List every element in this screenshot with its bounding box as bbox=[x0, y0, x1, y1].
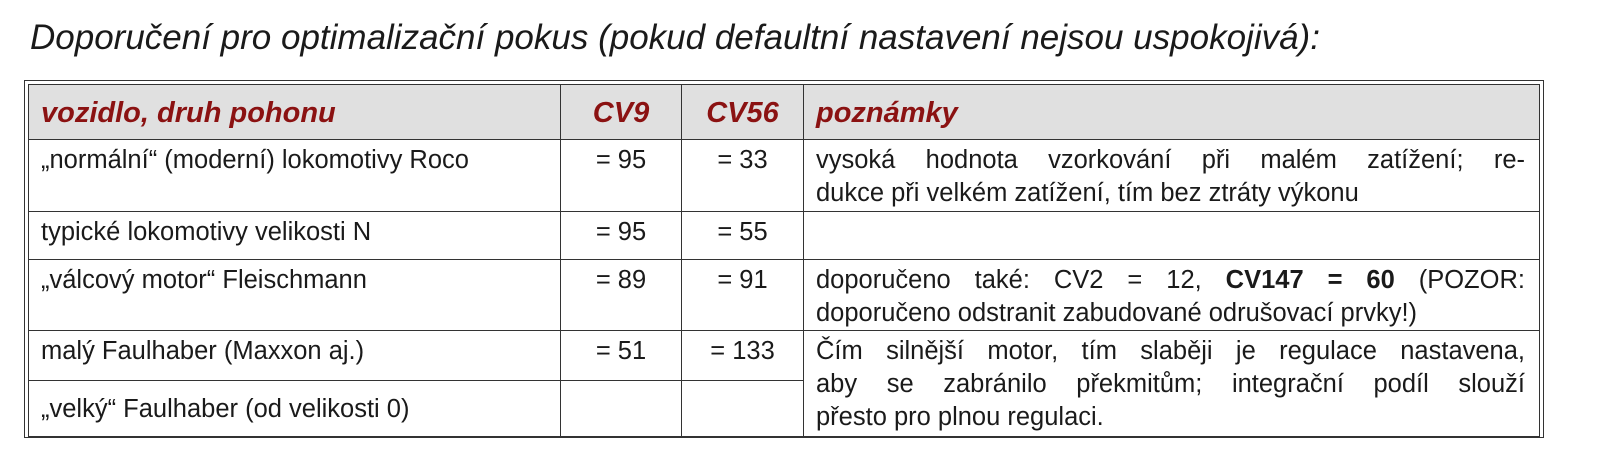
vehicle-cell: „válcový motor“ Fleischmann bbox=[29, 260, 561, 331]
note-bold-text: CV147 = 60 bbox=[1225, 266, 1395, 294]
note-line: vysoká hodnota vzorkování při malém zatížení; re- bbox=[816, 146, 1525, 174]
cv56-cell bbox=[682, 381, 804, 437]
vehicle-cell: malý Faulhaber (Maxxon aj.) bbox=[29, 331, 561, 381]
vehicle-cell: „normální“ (moderní) lokomotivy Roco bbox=[29, 140, 561, 212]
note-line: doporučeno odstranit zabudované odrušovací prvky!) bbox=[816, 299, 1418, 327]
note-text: doporučeno také: CV2 = 12, bbox=[816, 266, 1226, 294]
header-vehicle: vozidlo, druh pohonu bbox=[29, 85, 561, 140]
cv56-cell: = 55 bbox=[682, 212, 804, 260]
header-cv56: CV56 bbox=[682, 85, 804, 140]
table-header-row bbox=[29, 85, 1540, 140]
cv56-cell: = 33 bbox=[682, 140, 804, 212]
header-notes: poznámky bbox=[804, 85, 1540, 140]
cv9-cell: = 89 bbox=[561, 260, 682, 331]
table-row bbox=[29, 140, 1540, 212]
note-line bbox=[816, 264, 1525, 297]
note-cell bbox=[804, 140, 1540, 212]
cv9-cell: = 95 bbox=[561, 212, 682, 260]
table-row bbox=[29, 260, 1540, 331]
note-line: Čím silnější motor, tím slaběji je regulace nastavena, bbox=[816, 337, 1525, 365]
note-cell bbox=[804, 260, 1540, 331]
recommendations-table-frame bbox=[24, 80, 1544, 438]
vehicle-cell: typické lokomotivy velikosti N bbox=[29, 212, 561, 260]
recommendations-table bbox=[28, 84, 1540, 437]
table-row bbox=[29, 331, 1540, 381]
cv56-cell: = 91 bbox=[682, 260, 804, 331]
vehicle-cell: „velký“ Faulhaber (od velikosti 0) bbox=[29, 381, 561, 437]
cv9-cell: = 51 bbox=[561, 331, 682, 381]
note-text: (POZOR: bbox=[1394, 266, 1525, 294]
cv9-cell bbox=[561, 381, 682, 437]
header-cv9: CV9 bbox=[561, 85, 682, 140]
note-line: dukce při velkém zatížení, tím bez ztráty výkonu bbox=[816, 179, 1359, 207]
note-cell bbox=[804, 212, 1540, 260]
shared-note-cell bbox=[804, 331, 1540, 437]
cv56-cell: = 133 bbox=[682, 331, 804, 381]
cv9-cell: = 95 bbox=[561, 140, 682, 212]
page-heading: Doporučení pro optimalizační pokus (pokud defaultní nastavení nejsou uspokojivá): bbox=[30, 18, 1320, 57]
note-line: aby se zabránilo překmitům; integrační podíl slouží bbox=[816, 370, 1525, 398]
table-row bbox=[29, 212, 1540, 260]
note-line: přesto pro plnou regulaci. bbox=[816, 403, 1104, 431]
